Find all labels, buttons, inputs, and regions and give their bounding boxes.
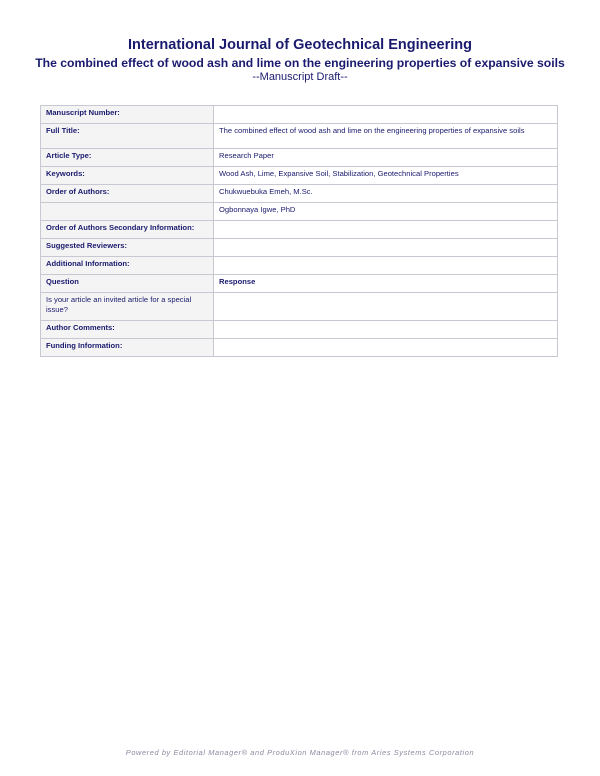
table-row bbox=[41, 321, 558, 339]
row-label-order-of-authors: Order of Authors: bbox=[41, 185, 214, 203]
table-row bbox=[41, 203, 558, 221]
row-label-manuscript-number: Manuscript Number: bbox=[41, 106, 214, 124]
manuscript-title: The combined effect of wood ash and lime on the engineering properties of expansive soils bbox=[35, 56, 565, 70]
table-row bbox=[41, 124, 558, 149]
row-label-additional-info: Additional Information: bbox=[41, 257, 214, 275]
table-row bbox=[41, 185, 558, 203]
table-row bbox=[41, 275, 558, 293]
manuscript-info-table bbox=[40, 105, 558, 357]
row-label-secondary-info: Order of Authors Secondary Information: bbox=[41, 221, 214, 239]
table-row bbox=[41, 239, 558, 257]
row-value-author-comments bbox=[214, 321, 558, 339]
row-label-keywords: Keywords: bbox=[41, 167, 214, 185]
row-value-full-title: The combined effect of wood ash and lime on the engineering properties of expansive soils bbox=[214, 124, 558, 149]
row-label-article-type: Article Type: bbox=[41, 149, 214, 167]
table-row bbox=[41, 257, 558, 275]
row-label-author-comments: Author Comments: bbox=[41, 321, 214, 339]
row-label-suggested-reviewers: Suggested Reviewers: bbox=[41, 239, 214, 257]
column-header-response: Response bbox=[214, 275, 558, 293]
table-row bbox=[41, 149, 558, 167]
document-header bbox=[0, 37, 600, 83]
row-value-funding-info bbox=[214, 339, 558, 357]
row-label-empty bbox=[41, 203, 214, 221]
table-row bbox=[41, 167, 558, 185]
journal-title: International Journal of Geotechnical Engineering bbox=[127, 37, 473, 53]
response-invited-article bbox=[214, 293, 558, 321]
row-value-keywords: Wood Ash, Lime, Expansive Soil, Stabilization, Geotechnical Properties bbox=[214, 167, 558, 185]
table-row bbox=[41, 221, 558, 239]
row-value-manuscript-number bbox=[214, 106, 558, 124]
manuscript-status: --Manuscript Draft-- bbox=[252, 71, 348, 83]
column-header-question: Question bbox=[41, 275, 214, 293]
table-row bbox=[41, 106, 558, 124]
powered-by-footer: Powered by Editorial Manager® and ProduXion Manager® from Aries Systems Corporation bbox=[125, 748, 475, 757]
row-value-secondary-info bbox=[214, 221, 558, 239]
row-value-suggested-reviewers bbox=[214, 239, 558, 257]
row-label-funding-info: Funding Information: bbox=[41, 339, 214, 357]
row-value-author-1: Chukwuebuka Emeh, M.Sc. bbox=[214, 185, 558, 203]
row-value-additional-info bbox=[214, 257, 558, 275]
row-value-article-type: Research Paper bbox=[214, 149, 558, 167]
question-invited-article: Is your article an invited article for a special issue? bbox=[41, 293, 214, 321]
row-label-full-title: Full Title: bbox=[41, 124, 214, 149]
row-value-author-2: Ogbonnaya Igwe, PhD bbox=[214, 203, 558, 221]
table-row bbox=[41, 339, 558, 357]
table-row bbox=[41, 293, 558, 321]
